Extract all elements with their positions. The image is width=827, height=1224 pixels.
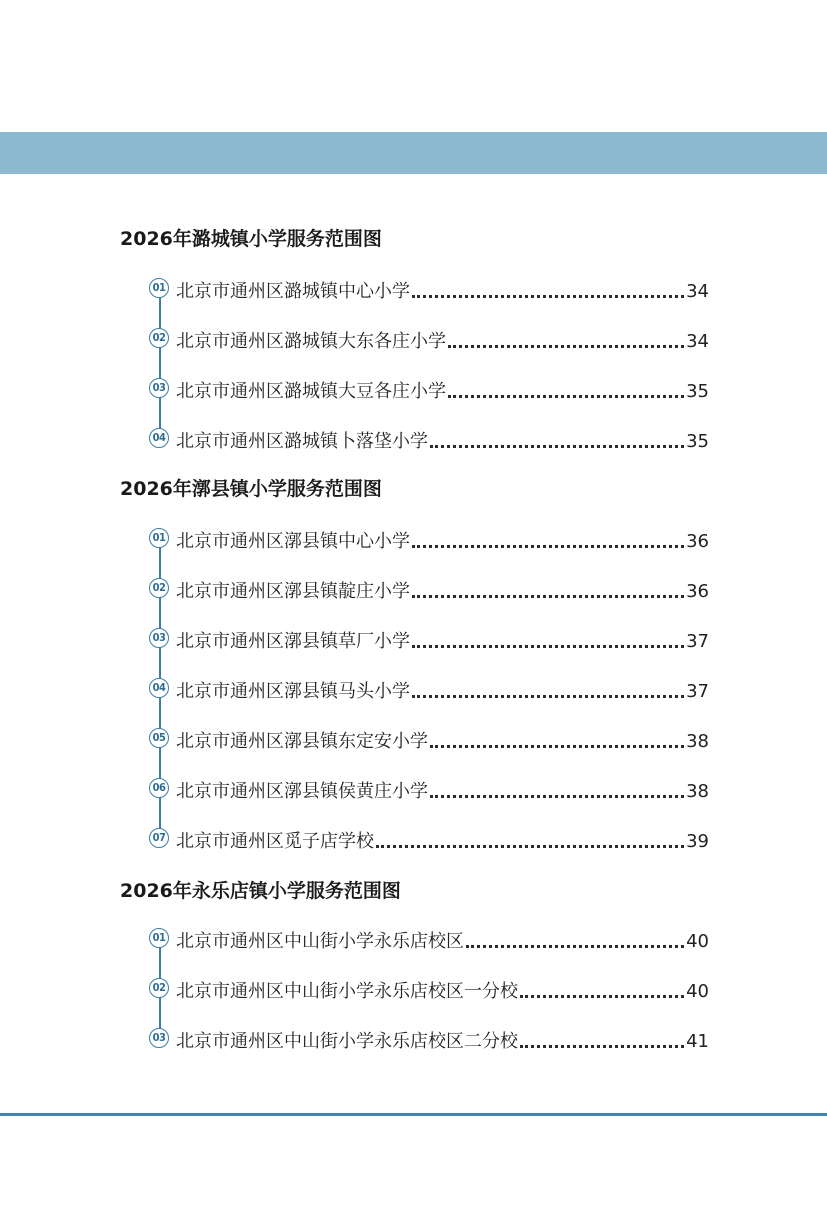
toc-entry[interactable] bbox=[149, 377, 709, 403]
toc-entry[interactable] bbox=[149, 427, 709, 453]
entry-label: 北京市通州区漷县镇东定安小学 bbox=[176, 731, 428, 752]
page-number: 34 bbox=[686, 331, 709, 352]
toc-entry[interactable] bbox=[149, 977, 709, 1003]
entry-label: 北京市通州区漷县镇草厂小学 bbox=[176, 631, 410, 652]
dot-leader bbox=[430, 795, 684, 798]
entry-label: 北京市通州区中山街小学永乐店校区 bbox=[176, 931, 464, 952]
entry-label: 北京市通州区漷县镇中心小学 bbox=[176, 531, 410, 552]
toc-entry[interactable] bbox=[149, 727, 709, 753]
page-number: 37 bbox=[686, 631, 709, 652]
page-number: 34 bbox=[686, 281, 709, 302]
entry-label: 北京市通州区漷县镇马头小学 bbox=[176, 681, 410, 702]
page-number: 36 bbox=[686, 581, 709, 602]
number-badge: 04 bbox=[149, 678, 169, 698]
dot-leader bbox=[412, 645, 684, 648]
entry-label: 北京市通州区潞城镇大豆各庄小学 bbox=[176, 381, 446, 402]
number-badge: 01 bbox=[149, 528, 169, 548]
number-badge: 02 bbox=[149, 578, 169, 598]
number-badge: 03 bbox=[149, 1028, 169, 1048]
page-number: 36 bbox=[686, 531, 709, 552]
page-number: 38 bbox=[686, 781, 709, 802]
footer-rule bbox=[0, 1113, 827, 1116]
number-badge: 06 bbox=[149, 778, 169, 798]
entry-label: 北京市通州区中山街小学永乐店校区二分校 bbox=[176, 1031, 518, 1052]
entry-label: 北京市通州区潞城镇大东各庄小学 bbox=[176, 331, 446, 352]
dot-leader bbox=[412, 595, 684, 598]
entry-label: 北京市通州区中山街小学永乐店校区一分校 bbox=[176, 981, 518, 1002]
toc-entry[interactable] bbox=[149, 777, 709, 803]
toc-entry[interactable] bbox=[149, 677, 709, 703]
page-number: 40 bbox=[686, 981, 709, 1002]
dot-leader bbox=[520, 1045, 684, 1048]
dot-leader bbox=[448, 395, 684, 398]
toc-entry[interactable] bbox=[149, 327, 709, 353]
entry-label: 北京市通州区漷县镇侯黄庄小学 bbox=[176, 781, 428, 802]
timeline-line bbox=[159, 290, 161, 440]
number-badge: 03 bbox=[149, 628, 169, 648]
entry-label: 北京市通州区潞城镇中心小学 bbox=[176, 281, 410, 302]
entry-label: 北京市通州区觅子店学校 bbox=[176, 831, 374, 852]
dot-leader bbox=[376, 845, 684, 848]
section-title-lucheng: 2026年潞城镇小学服务范围图 bbox=[120, 228, 382, 250]
page-number: 38 bbox=[686, 731, 709, 752]
entry-label: 北京市通州区漷县镇靛庄小学 bbox=[176, 581, 410, 602]
page-number: 40 bbox=[686, 931, 709, 952]
number-badge: 01 bbox=[149, 278, 169, 298]
toc-entry[interactable] bbox=[149, 527, 709, 553]
dot-leader bbox=[520, 995, 684, 998]
page-number: 35 bbox=[686, 431, 709, 452]
dot-leader bbox=[430, 745, 684, 748]
page-number: 39 bbox=[686, 831, 709, 852]
dot-leader bbox=[466, 945, 684, 948]
number-badge: 02 bbox=[149, 328, 169, 348]
toc-entry[interactable] bbox=[149, 277, 709, 303]
toc-entry[interactable] bbox=[149, 627, 709, 653]
number-badge: 03 bbox=[149, 378, 169, 398]
header-band bbox=[0, 132, 827, 174]
dot-leader bbox=[448, 345, 684, 348]
dot-leader bbox=[430, 445, 684, 448]
dot-leader bbox=[412, 695, 684, 698]
number-badge: 05 bbox=[149, 728, 169, 748]
page-number: 37 bbox=[686, 681, 709, 702]
entry-label: 北京市通州区潞城镇卜落垡小学 bbox=[176, 431, 428, 452]
toc-entry[interactable] bbox=[149, 827, 709, 853]
section-title-huoxian: 2026年漷县镇小学服务范围图 bbox=[120, 478, 382, 500]
number-badge: 02 bbox=[149, 978, 169, 998]
page-number: 41 bbox=[686, 1031, 709, 1052]
dot-leader bbox=[412, 545, 684, 548]
number-badge: 01 bbox=[149, 928, 169, 948]
section-title-yongledian: 2026年永乐店镇小学服务范围图 bbox=[120, 880, 401, 902]
number-badge: 04 bbox=[149, 428, 169, 448]
toc-entry[interactable] bbox=[149, 577, 709, 603]
dot-leader bbox=[412, 295, 684, 298]
toc-entry[interactable] bbox=[149, 927, 709, 953]
toc-entry[interactable] bbox=[149, 1027, 709, 1053]
number-badge: 07 bbox=[149, 828, 169, 848]
page-number: 35 bbox=[686, 381, 709, 402]
